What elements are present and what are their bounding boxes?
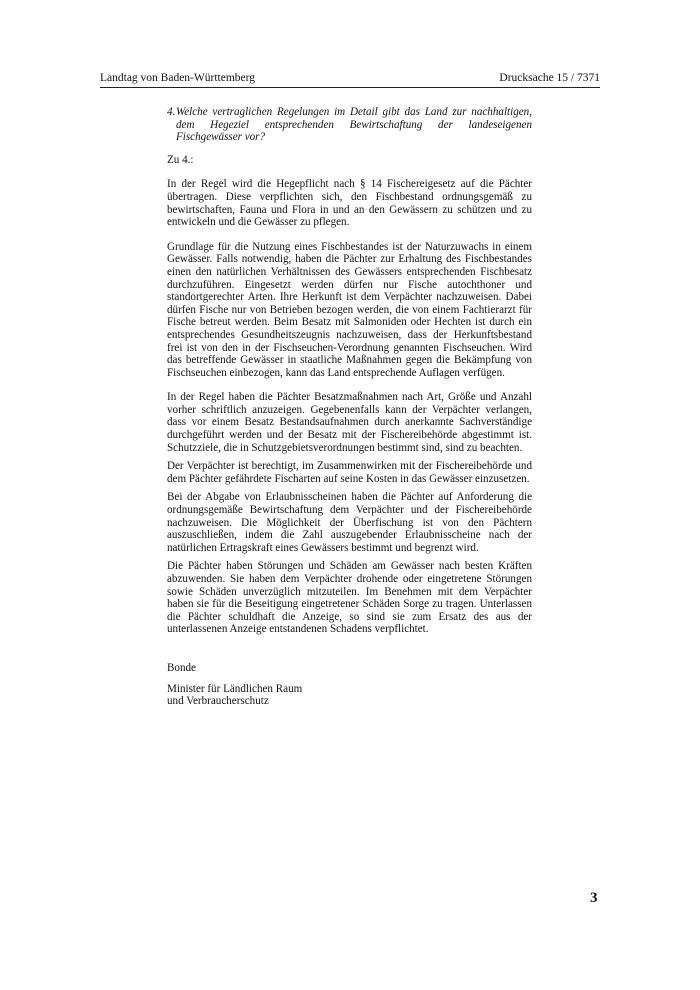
answer-label: Zu 4.:: [167, 153, 194, 166]
document-body: [167, 106, 532, 708]
signatory-title-line-2: und Verbraucherschutz: [167, 695, 269, 708]
page-header: [100, 72, 600, 88]
answer-paragraph-5: Bei der Abgabe von Erlaubnisscheinen haben die Pächter auf Anforderung die ordnungsgemäße Bewirtschaftung dem Verpächter und der Fischereibehörde nachzuweisen. Die Möglichkeit der Überfischung ist von den Pächtern auszuschließen, indem die Zahl auszugebender Erlaubnisscheine nach der natürlichen Ertragskraft eines Gewässers bestimmt und begrenzt wird.: [167, 491, 532, 554]
answer-paragraph-4: Der Verpächter ist berechtigt, im Zusammenwirken mit der Fischereibehörde und dem Pächter gefährdete Fischarten auf seine Kosten in das Gewässer einzusetzen.: [167, 460, 532, 485]
header-divider: [100, 87, 600, 88]
answer-paragraph-1: In der Regel wird die Hegepflicht nach § 14 Fischereigesetz auf die Pächter übertragen. Diese verpflichten sich, den Fischbestand ordnungsgemäß zu bewirtschaften, Fauna und Flora in und an den Gewässern zu schützen und zu entwickeln und die Gewässer zu pflegen.: [167, 178, 532, 229]
signatory-title-line-1: Minister für Ländlichen Raum: [167, 682, 303, 695]
question-text: Welche vertraglichen Regelungen im Detail gibt das Land zur nachhaltigen, dem Hegeziel entsprechenden Bewirtschaftung der landeseigenen Fischgewässer vor?: [176, 106, 532, 144]
header-parliament-name: Landtag von Baden-Württemberg: [100, 72, 255, 84]
signature-block: [167, 662, 532, 708]
signatory-name: Bonde: [167, 661, 196, 674]
page-number: 3: [590, 890, 598, 906]
question: [167, 106, 532, 144]
question-number: 4.: [167, 106, 176, 118]
answer-paragraph-6: Die Pächter haben Störungen und Schäden am Gewässer nach besten Kräften abzuwenden. Sie haben dem Verpächter drohende oder eingetretene Störungen sowie Schäden unverzüglich mitzuteilen. Im Benehmen mit dem Verpächter haben sie für die Beseitigung eingetretener Schäden Sorge zu tragen. Unterlassen die Pächter schuldhaft die Anzeige, so sind sie zum Ersatz des aus der unterlassenen Anzeige entstandenen Schadens verpflichtet.: [167, 560, 532, 636]
header-document-number: Drucksache 15 / 7371: [499, 72, 600, 84]
answer-paragraph-3: In der Regel haben die Pächter Besatzmaßnahmen nach Art, Größe und Anzahl vorher schriftlich anzuzeigen. Gegebenenfalls kann der Verpächter verlangen, dass vor einem Besatz Bestandsaufnahmen durch anerkannte Sachverständige durchgeführt werden und der Besatz mit der Fischereibehörde abgestimmt ist. Schutzziele, die in Schutzgebietsverordnungen bestimmt sind, sind zu beachten.: [167, 391, 532, 454]
answer-paragraph-2: Grundlage für die Nutzung eines Fischbestandes ist der Naturzuwachs in einem Gewässer. Falls notwendig, haben die Pächter zur Erhaltung des Fischbestandes einen den natürlichen Verhältnissen des Gewässers entsprechenden Fischbesatz durchzuführen. Eingesetzt werden dürfen nur Fische autochthoner und standortgerechter Arten. Ihre Herkunft ist dem Verpächter nachzuweisen. Dabei dürfen Fische nur von Betrieben bezogen werden, die von einem Fachtierarzt für Fische betreut werden. Beim Besatz mit Salmoniden oder Hechten ist durch ein entsprechendes Gesundheitszeugnis nachzuweisen, dass der Herkunftsbestand frei ist von den in der Fischseuchen-Verordnung genannten Fischseuchen. Wird das betreffende Gewässer in staatliche Maßnahmen gegen die Bekämpfung von Fischseuchen einbezogen, kann das Land entsprechende Auflagen verfügen.: [167, 240, 532, 379]
